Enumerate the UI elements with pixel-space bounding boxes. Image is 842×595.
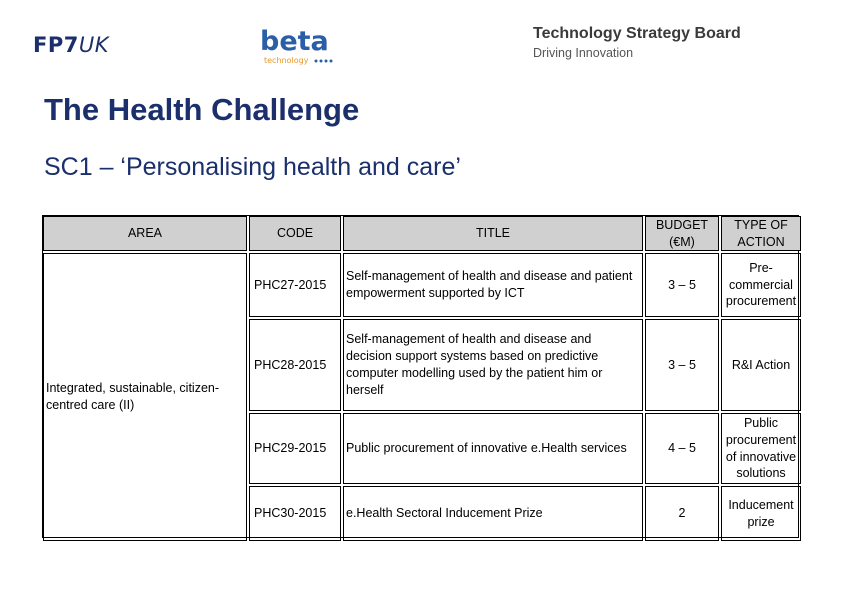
budget-cell: 2 <box>645 486 719 541</box>
code-cell: PHC28-2015 <box>249 319 341 411</box>
beta-logo-text: beta <box>260 26 329 57</box>
type-cell: Inducement prize <box>721 486 801 541</box>
page-title: The Health Challenge <box>44 92 360 127</box>
beta-logo-dot <box>330 60 333 63</box>
title-cell: Self-management of health and disease and patient empowerment supported by ICT <box>343 253 643 317</box>
area-cell: Integrated, sustainable, citizen-centred care (II) <box>43 253 247 541</box>
title-cell: Self-management of health and disease and decision support systems based on predictive computer modelling used by the patient him or herself <box>343 319 643 411</box>
code-cell: PHC29-2015 <box>249 413 341 484</box>
tsb-title: Technology Strategy Board <box>533 25 741 42</box>
beta-logo-dot <box>315 60 318 63</box>
budget-cell: 3 – 5 <box>645 253 719 317</box>
budget-cell: 4 – 5 <box>645 413 719 484</box>
uk-logo-text: UK <box>78 33 110 57</box>
header-type: TYPE OF ACTION <box>721 216 801 251</box>
topics-table <box>42 215 799 538</box>
beta-logo-dot <box>320 60 323 63</box>
header-area: AREA <box>43 216 247 251</box>
type-cell: Pre-commercial procurement <box>721 253 801 317</box>
header-title: TITLE <box>343 216 643 251</box>
header-budget: BUDGET (€M) <box>645 216 719 251</box>
code-cell: PHC27-2015 <box>249 253 341 317</box>
title-cell: Public procurement of innovative e.Health services <box>343 413 643 484</box>
type-cell: Public procurement of innovative solutions <box>721 413 801 484</box>
page-subtitle: SC1 – ‘Personalising health and care’ <box>44 153 461 181</box>
fp7-logo-text: FP7 <box>33 33 79 57</box>
title-cell: e.Health Sectoral Inducement Prize <box>343 486 643 541</box>
type-cell: R&I Action <box>721 319 801 411</box>
beta-logo-subtext: technology <box>264 56 309 65</box>
tsb-subtitle: Driving Innovation <box>533 46 634 60</box>
beta-logo-dot <box>325 60 328 63</box>
budget-cell: 3 – 5 <box>645 319 719 411</box>
code-cell: PHC30-2015 <box>249 486 341 541</box>
tsb-logo <box>533 25 741 60</box>
fp7uk-logo <box>33 33 109 57</box>
beta-technology-logo <box>258 26 338 66</box>
header-code: CODE <box>249 216 341 251</box>
